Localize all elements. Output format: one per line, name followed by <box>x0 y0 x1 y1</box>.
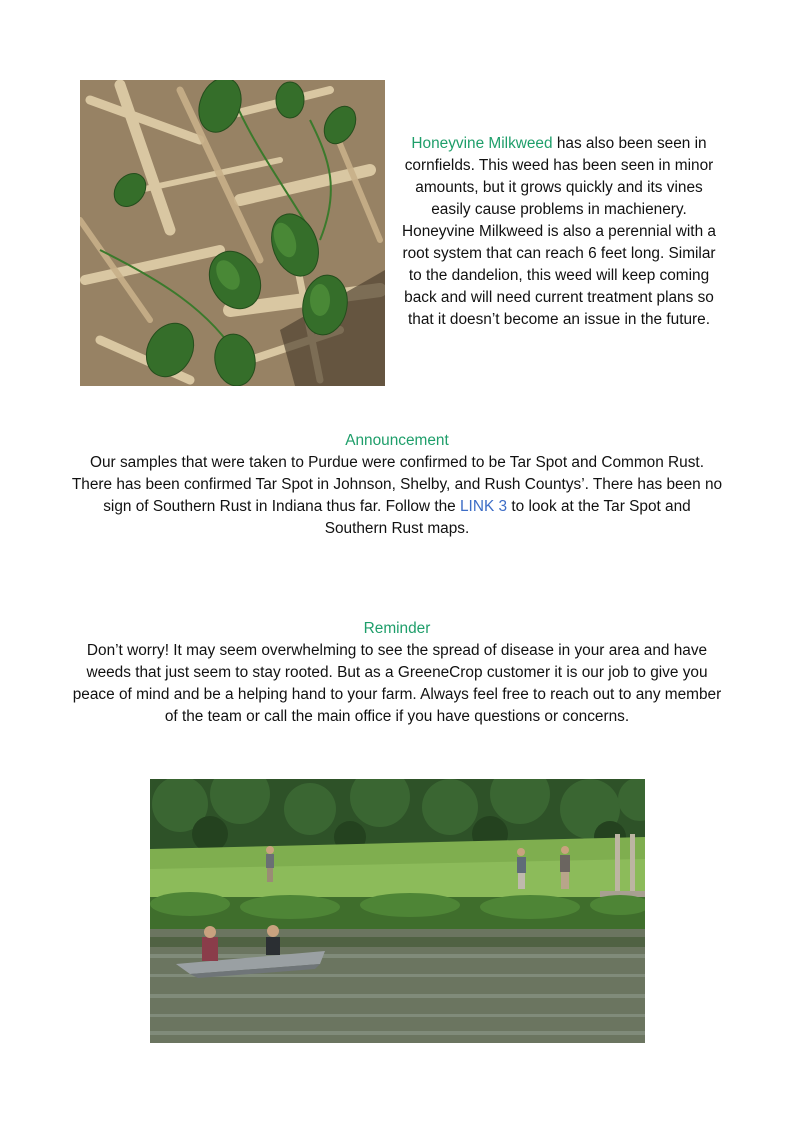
announcement-text-after: to look at the Tar Spot and Southern Rust maps. <box>324 498 691 537</box>
reminder-heading: Reminder <box>363 620 431 637</box>
milkweed-photo <box>80 80 385 386</box>
reminder-text: Don’t worry! It may seem overwhelming to see the spread of disease in your area and have weeds that just seem to stay rooted. But as a GreeneCrop customer it is our job to give you peace of mind and be a helping hand to your farm. Always feel free to reach out to any member of the team or call the main office if you have questions or concerns. <box>72 642 722 725</box>
reminder-section <box>70 618 724 728</box>
link-3[interactable]: LINK 3 <box>460 498 508 515</box>
announcement-heading: Announcement <box>345 432 449 449</box>
milkweed-description: has also been seen in cornfields. This weed has been seen in minor amounts, but it grows quickly and its vines easily cause problems in machienery. Honeyvine Milkweed is also a perennial with a root system that can reach 6 feet long. Similar to the dandelion, this weed will keep coming back and will need current treatment plans so that it doesn’t become an issue in the future. <box>402 135 716 328</box>
milkweed-paragraph <box>402 133 716 331</box>
announcement-section <box>70 430 724 540</box>
announcement-text-before: Our samples that were taken to Purdue were confirmed to be Tar Spot and Common Rust. There has been confirmed Tar Spot in Johnson, Shelby, and Rush Countys’. There has been no sign of Southern Rust in Indiana thus far. Follow the <box>71 454 723 515</box>
fishing-pond-photo <box>150 779 645 1043</box>
weed-name: Honeyvine Milkweed <box>411 135 553 152</box>
